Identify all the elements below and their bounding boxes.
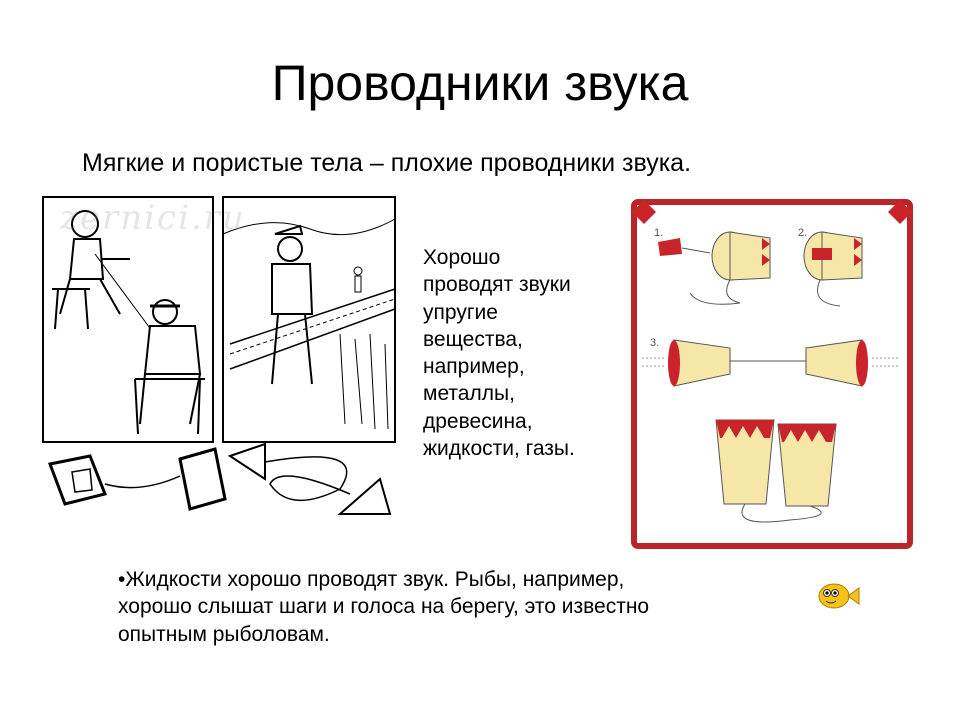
watermark-text: zernici.ru: [60, 198, 246, 238]
side-line: вещества,: [423, 327, 523, 351]
slide-title: Проводники звука: [271, 55, 689, 111]
side-line: древесина,: [423, 409, 533, 433]
step-label: 2.: [798, 227, 808, 239]
bottom-line: опытным рыболовам.: [118, 622, 330, 646]
bottom-line: хорошо слышат шаги и голоса на берегу, это известно: [118, 595, 650, 619]
side-line: проводят звуки: [423, 273, 571, 297]
side-line: например,: [423, 355, 525, 379]
step-label: 1.: [654, 227, 664, 239]
string-telephone-sketch: [40, 194, 400, 530]
side-line: Хорошо: [423, 246, 501, 269]
fish-icon: [816, 578, 860, 614]
bottom-paragraph: [118, 566, 758, 648]
side-line: жидкости, газы.: [423, 437, 575, 461]
cup-telephone-diagram: [630, 198, 914, 550]
slide-subtitle: Мягкие и пористые тела – плохие проводники звука.: [82, 149, 692, 177]
side-text: [423, 244, 623, 462]
side-line: металлы,: [423, 382, 515, 406]
side-line: упругие: [423, 300, 498, 324]
step-label: 3.: [650, 337, 660, 349]
bottom-line: •Жидкости хорошо проводят звук. Рыбы, например,: [118, 568, 625, 591]
